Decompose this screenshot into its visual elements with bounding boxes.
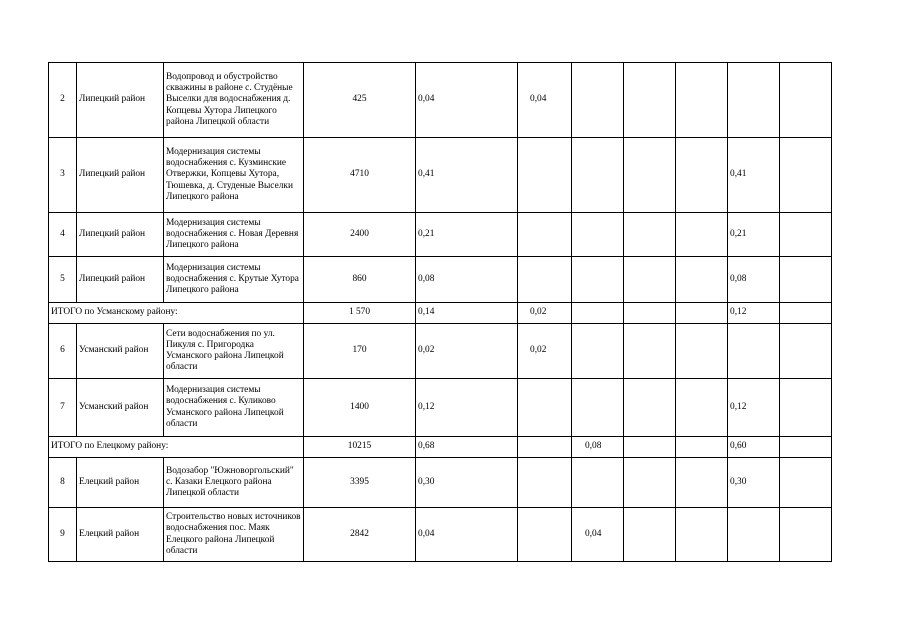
object-cell: Модернизация системы водоснабжения с. Новая Деревня Липецкого района bbox=[164, 213, 304, 257]
district-cell: Липецкий район bbox=[77, 257, 164, 303]
value-cell-3 bbox=[572, 257, 624, 303]
value-cell-5 bbox=[676, 458, 728, 508]
value-cell-2 bbox=[518, 213, 572, 257]
value-cell-6: 0,30 bbox=[728, 458, 780, 508]
object-cell: Модернизация системы водоснабжения с. Крутые Хутора Липецкого района bbox=[164, 257, 304, 303]
table-row bbox=[49, 257, 832, 303]
value-cell-1: 0,02 bbox=[416, 324, 518, 379]
value-cell-5 bbox=[676, 138, 728, 213]
value-cell-1: 0,04 bbox=[416, 508, 518, 562]
value-cell-1: 0,08 bbox=[416, 257, 518, 303]
value-cell-7 bbox=[780, 303, 832, 324]
value-cell-5 bbox=[676, 379, 728, 437]
row-number: 2 bbox=[49, 63, 77, 138]
value-cell-6: 0,41 bbox=[728, 138, 780, 213]
object-cell: Водопровод и обустройство скважины в районе с. Студёные Выселки для водоснабжения д. Копцевы Хутора Липецкого района Липецкой области bbox=[164, 63, 304, 138]
row-number: 3 bbox=[49, 138, 77, 213]
row-number: 6 bbox=[49, 324, 77, 379]
row-number: 9 bbox=[49, 508, 77, 562]
value-cell-1: 0,04 bbox=[416, 63, 518, 138]
cost-cell: 4710 bbox=[304, 138, 416, 213]
subtotal-row bbox=[49, 303, 832, 324]
cost-cell: 425 bbox=[304, 63, 416, 138]
value-cell-2: 0,04 bbox=[518, 63, 572, 138]
value-cell-2 bbox=[518, 138, 572, 213]
table-row bbox=[49, 379, 832, 437]
object-cell: Водозабор "Южноворгольский" с. Казаки Елецкого района Липецкой области bbox=[164, 458, 304, 508]
cost-cell: 10215 bbox=[304, 437, 416, 458]
district-cell: Липецкий район bbox=[77, 138, 164, 213]
value-cell-1: 0,12 bbox=[416, 379, 518, 437]
value-cell-3 bbox=[572, 458, 624, 508]
district-cell: Усманский район bbox=[77, 379, 164, 437]
value-cell-1: 0,21 bbox=[416, 213, 518, 257]
value-cell-2 bbox=[518, 437, 572, 458]
value-cell-5 bbox=[676, 63, 728, 138]
value-cell-2: 0,02 bbox=[518, 324, 572, 379]
value-cell-4 bbox=[624, 63, 676, 138]
value-cell-6: 0,21 bbox=[728, 213, 780, 257]
value-cell-4 bbox=[624, 257, 676, 303]
value-cell-6 bbox=[728, 63, 780, 138]
value-cell-2 bbox=[518, 257, 572, 303]
value-cell-2 bbox=[518, 458, 572, 508]
investment-program-table bbox=[48, 62, 832, 562]
value-cell-4 bbox=[624, 303, 676, 324]
value-cell-6: 0,12 bbox=[728, 303, 780, 324]
district-cell: Липецкий район bbox=[77, 213, 164, 257]
value-cell-7 bbox=[780, 379, 832, 437]
district-cell: Усманский район bbox=[77, 324, 164, 379]
district-cell: Липецкий район bbox=[77, 63, 164, 138]
value-cell-6: 0,08 bbox=[728, 257, 780, 303]
object-cell: Сети водоснабжения по ул. Пикуля с. Пригородка Усманского района Липецкой области bbox=[164, 324, 304, 379]
value-cell-6 bbox=[728, 508, 780, 562]
value-cell-3 bbox=[572, 303, 624, 324]
value-cell-4 bbox=[624, 324, 676, 379]
value-cell-4 bbox=[624, 458, 676, 508]
cost-cell: 2400 bbox=[304, 213, 416, 257]
subtotal-label: ИТОГО по Елецкому району: bbox=[49, 437, 304, 458]
value-cell-3 bbox=[572, 138, 624, 213]
value-cell-6 bbox=[728, 324, 780, 379]
value-cell-7 bbox=[780, 458, 832, 508]
value-cell-7 bbox=[780, 63, 832, 138]
value-cell-3: 0,04 bbox=[572, 508, 624, 562]
cost-cell: 1 570 bbox=[304, 303, 416, 324]
value-cell-2 bbox=[518, 508, 572, 562]
value-cell-5 bbox=[676, 324, 728, 379]
cost-cell: 170 bbox=[304, 324, 416, 379]
value-cell-5 bbox=[676, 437, 728, 458]
object-cell: Модернизация системы водоснабжения с. Куликово Усманского района Липецкой области bbox=[164, 379, 304, 437]
value-cell-5 bbox=[676, 508, 728, 562]
value-cell-7 bbox=[780, 508, 832, 562]
row-number: 8 bbox=[49, 458, 77, 508]
value-cell-6: 0,12 bbox=[728, 379, 780, 437]
row-number: 4 bbox=[49, 213, 77, 257]
value-cell-1: 0,41 bbox=[416, 138, 518, 213]
value-cell-5 bbox=[676, 303, 728, 324]
value-cell-2 bbox=[518, 379, 572, 437]
value-cell-4 bbox=[624, 379, 676, 437]
cost-cell: 2842 bbox=[304, 508, 416, 562]
value-cell-3 bbox=[572, 63, 624, 138]
value-cell-4 bbox=[624, 213, 676, 257]
value-cell-2: 0,02 bbox=[518, 303, 572, 324]
value-cell-5 bbox=[676, 213, 728, 257]
row-number: 5 bbox=[49, 257, 77, 303]
value-cell-7 bbox=[780, 324, 832, 379]
cost-cell: 1400 bbox=[304, 379, 416, 437]
table-row bbox=[49, 458, 832, 508]
table-row bbox=[49, 508, 832, 562]
value-cell-3 bbox=[572, 213, 624, 257]
value-cell-4 bbox=[624, 138, 676, 213]
cost-cell: 3395 bbox=[304, 458, 416, 508]
value-cell-1: 0,14 bbox=[416, 303, 518, 324]
value-cell-3: 0,08 bbox=[572, 437, 624, 458]
table-row bbox=[49, 324, 832, 379]
object-cell: Модернизация системы водоснабжения с. Кузминские Отвержки, Копцевы Хутора, Тюшевка, д. Студеные Выселки Липецкого района bbox=[164, 138, 304, 213]
district-cell: Елецкий район bbox=[77, 458, 164, 508]
value-cell-3 bbox=[572, 324, 624, 379]
table-row bbox=[49, 63, 832, 138]
value-cell-3 bbox=[572, 379, 624, 437]
table-row bbox=[49, 138, 832, 213]
value-cell-7 bbox=[780, 437, 832, 458]
value-cell-7 bbox=[780, 257, 832, 303]
row-number: 7 bbox=[49, 379, 77, 437]
table-row bbox=[49, 213, 832, 257]
value-cell-7 bbox=[780, 138, 832, 213]
cost-cell: 860 bbox=[304, 257, 416, 303]
value-cell-1: 0,68 bbox=[416, 437, 518, 458]
district-cell: Елецкий район bbox=[77, 508, 164, 562]
value-cell-7 bbox=[780, 213, 832, 257]
subtotal-row bbox=[49, 437, 832, 458]
value-cell-5 bbox=[676, 257, 728, 303]
value-cell-4 bbox=[624, 437, 676, 458]
subtotal-label: ИТОГО по Усманскому району: bbox=[49, 303, 304, 324]
value-cell-6: 0,60 bbox=[728, 437, 780, 458]
value-cell-1: 0,30 bbox=[416, 458, 518, 508]
value-cell-4 bbox=[624, 508, 676, 562]
object-cell: Строительство новых источников водоснабжения пос. Маяк Елецкого района Липецкой области bbox=[164, 508, 304, 562]
